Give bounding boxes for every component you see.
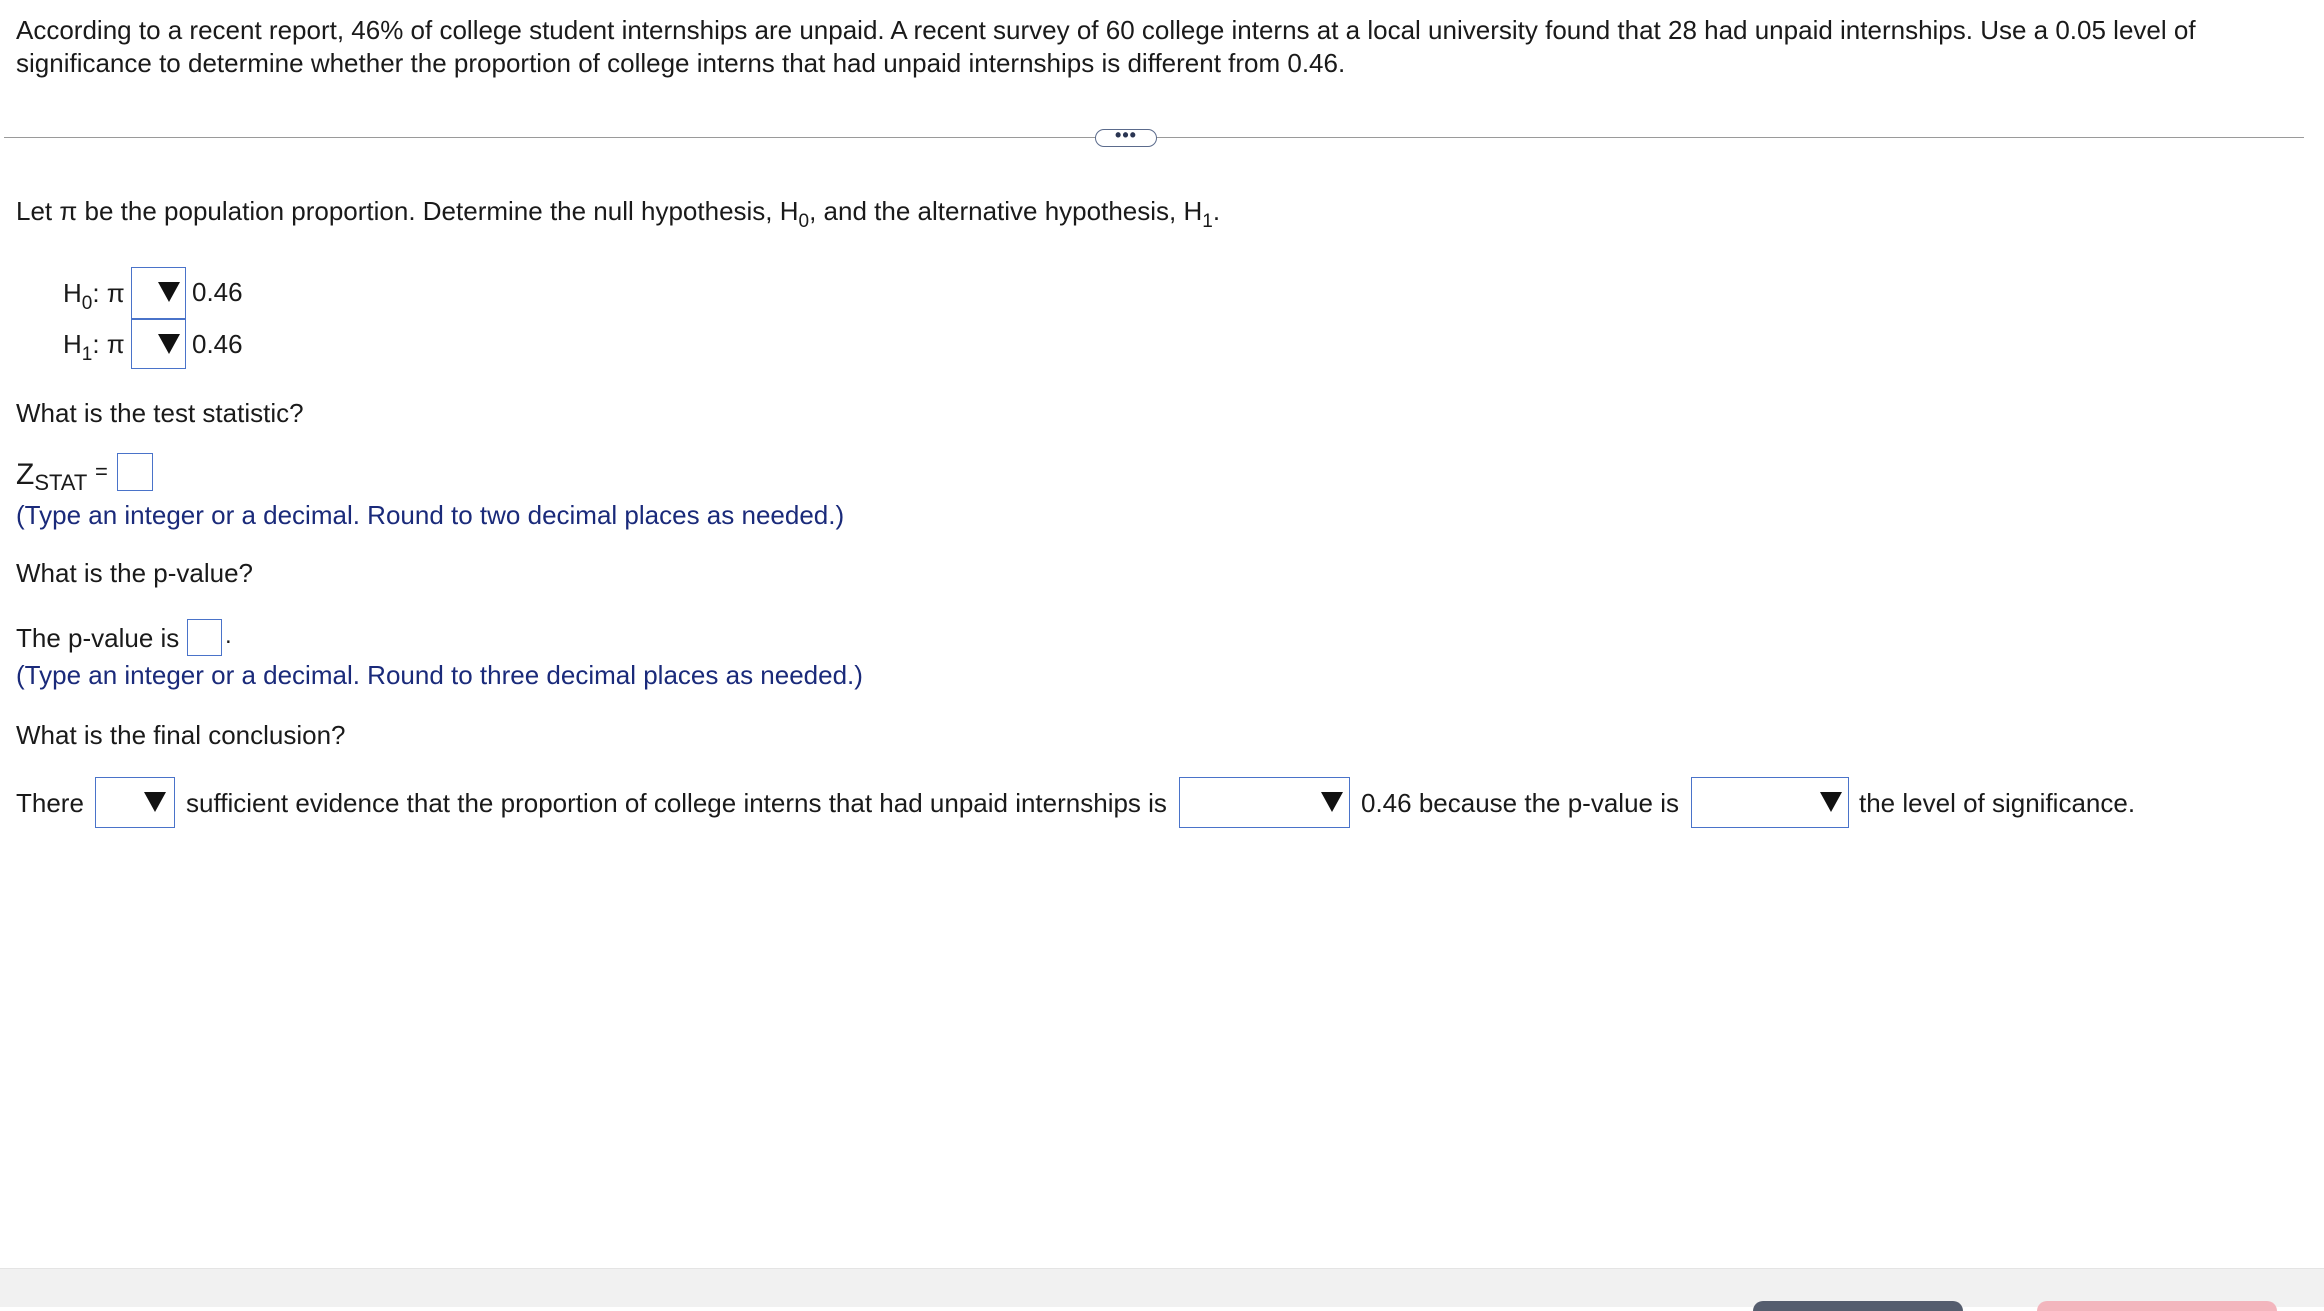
dropdown-arrow-icon [144, 792, 166, 812]
zstat-label: $Z_{STAT}$ [16, 458, 88, 495]
hypotheses-prompt-sub1: 1 [1202, 211, 1213, 232]
null-hypothesis-label: $H_0$: π [63, 278, 125, 314]
problem-statement: According to a recent report, 46% of college student internships are unpaid. A recent survey of 60 college interns at a local university found that 28 had unpaid internships. Use a 0.05 level of significance to determine whether the proportion of college interns that had unpaid internships is different from 0.46. [16, 15, 2196, 78]
p-value-hint: (Type an integer or a decimal. Round to three decimal places as needed.) [16, 660, 863, 690]
alternative-hypothesis-operator-dropdown[interactable] [131, 319, 186, 369]
footer-action-button[interactable] [1753, 1301, 1963, 1311]
footer-check-answer-button[interactable] [2037, 1301, 2277, 1311]
hypotheses-prompt-sub0: 0 [798, 211, 810, 232]
more-options-button[interactable]: ••• [1095, 129, 1157, 147]
zstat-hint: (Type an integer or a decimal. Round to two decimal places as needed.) [16, 500, 845, 530]
dropdown-arrow-icon [158, 334, 180, 354]
dropdown-arrow-icon [158, 282, 180, 302]
hypotheses-prompt-text-3: . [1212, 196, 1221, 226]
conclusion-comparison-dropdown[interactable] [1179, 777, 1350, 828]
test-statistic-question: What is the test statistic? [16, 398, 304, 428]
hypotheses-prompt [16, 196, 1221, 232]
conclusion-evidence-dropdown[interactable] [95, 777, 175, 828]
alternative-hypothesis-value: 0.46 [192, 329, 243, 359]
footer-bar [0, 1268, 2324, 1307]
null-hypothesis-operator-dropdown[interactable] [131, 267, 186, 319]
dropdown-arrow-icon [1820, 792, 1842, 812]
p-value-question: What is the p-value? [16, 558, 254, 588]
p-value-period: . [225, 622, 232, 649]
zstat-equals: = [95, 459, 108, 484]
conclusion-pvalue-comparison-dropdown[interactable] [1691, 777, 1849, 828]
hypotheses-prompt-text-2: , and the alternative hypothesis, H [809, 196, 1203, 226]
alternative-hypothesis-label: $H_1$: π [63, 329, 125, 365]
conclusion-text-there: There [16, 788, 84, 818]
conclusion-text-pvalue: 0.46 because the p-value is [1361, 788, 1679, 818]
conclusion-text-end: the level of significance. [1859, 788, 2136, 818]
zstat-input[interactable] [117, 453, 153, 491]
conclusion-question: What is the final conclusion? [16, 720, 346, 750]
conclusion-text-middle: sufficient evidence that the proportion of college interns that had unpaid internships is [186, 788, 1167, 818]
hypotheses-prompt-text-1: Let π be the population proportion. Determine the null hypothesis, H [16, 196, 799, 226]
dropdown-arrow-icon [1321, 792, 1343, 812]
null-hypothesis-value: 0.46 [192, 277, 243, 307]
p-value-input[interactable] [187, 619, 222, 656]
p-value-label: The p-value is [16, 623, 180, 653]
